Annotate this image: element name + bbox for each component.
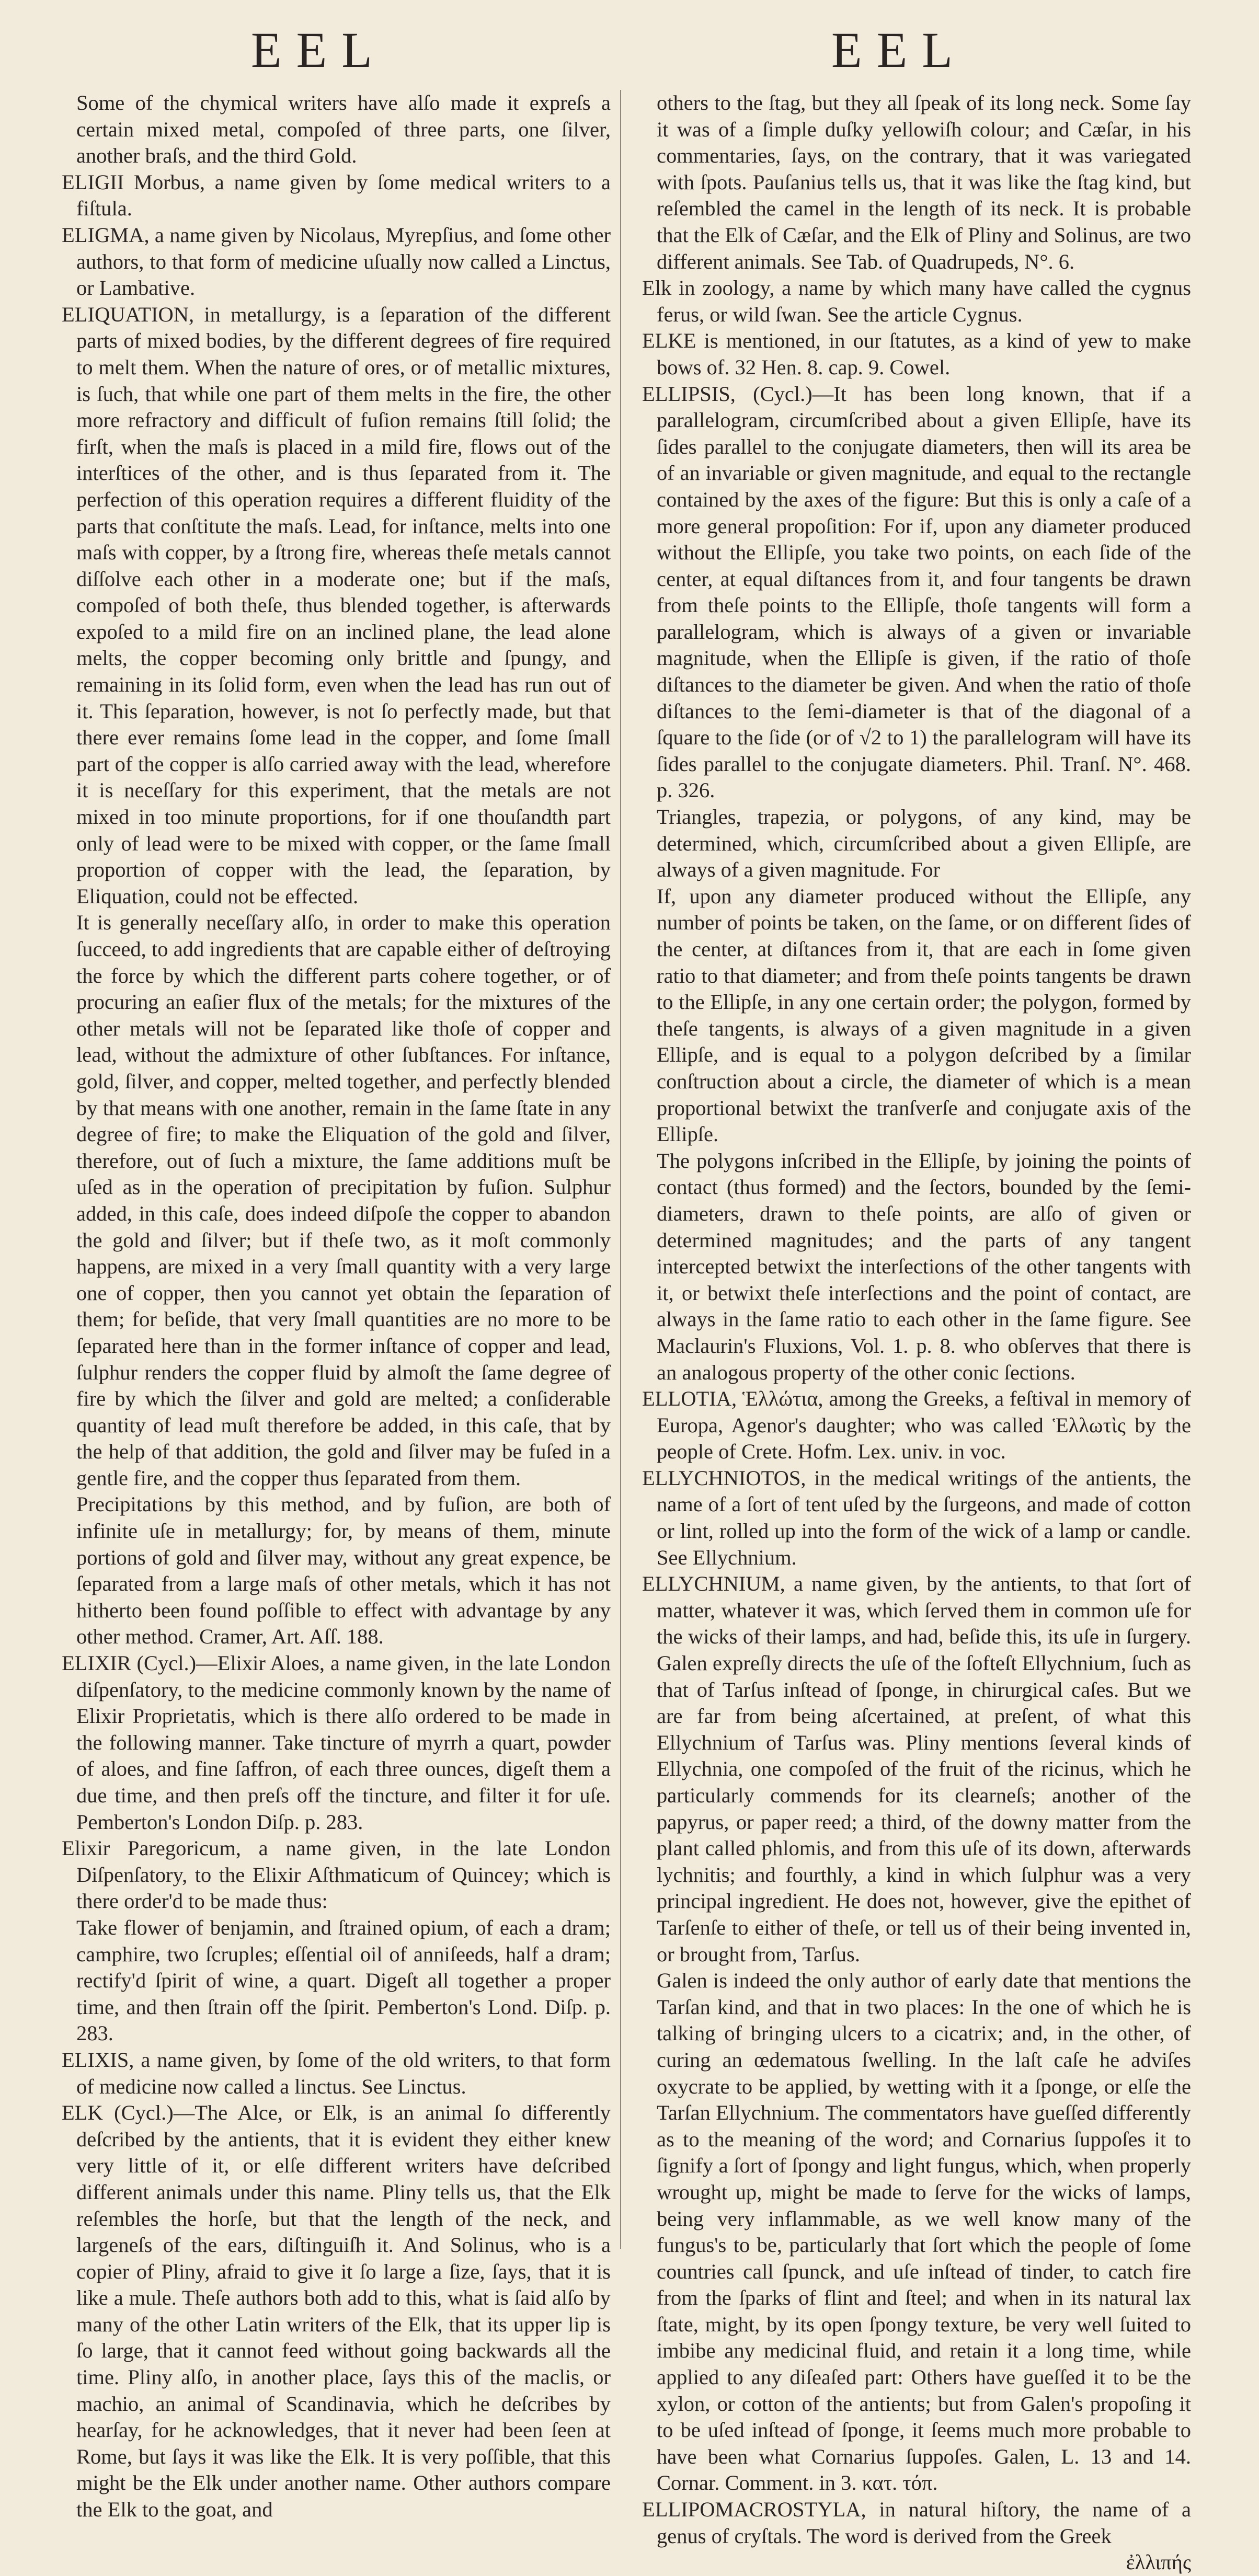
column-paragraph: ELIGMA, a name given by Nicolaus, Myrepſius, and ſome other authors, to that form of medicine uſually now called a Linctus, or Lambative. (62, 223, 611, 300)
column-paragraph: ELIXIR (Cycl.)—Elixir Aloes, a name given, in the late London diſpenſatory, to the medicine commonly known by the name of Elixir Proprietatis, which is there alſo ordered to be made in the following manner. Take tincture of myrrh a quart, powder of aloes, and fine ſaffron, of each three ounces, digeſt them a due time, and then preſs off the tincture, and filter it for uſe. Pemberton's London Diſp. p. 283. (62, 1651, 611, 1834)
column-paragraph: Precipitations by this method, and by fuſion, are both of infinite uſe in metallurgy; for, by means of them, minute portions of gold and ſilver may, without any great expence, be ſeparated from a large maſs of other metals, which it has not hitherto been found poſſible to effect with advantage by any other method. Cramer, Art. Aſſ. 188. (76, 1492, 611, 1649)
column-paragraph: ELLIPOMACROSTYLA, in natural hiſtory, the name of a genus of cryſtals. The word is derived from the Greek (642, 2498, 1191, 2548)
column-paragraph: It is generally neceſſary alſo, in order to make this operation ſucceed, to add ingredients that are capable either of deſtroying the force by which the different parts cohere together, or of procuring an eaſier flux of the metals; for the mixtures of the other metals will not be ſeparated like thoſe of copper and lead, without the admixture of other ſubſtances. For inſtance, gold, ſilver, and copper, melted together, and perfectly blended by that means with one another, remain in the ſame ſtate in any degree of fire; to make the Eliquation of the gold and ſilver, therefore, out of ſuch a mixture, the ſame additions muſt be uſed as in the operation of precipitation by fuſion. Sulphur added, in this caſe, does indeed diſpoſe the copper to abandon the gold and ſilver; but if theſe two, as it moſt commonly happens, are mixed in a very ſmall quantity with a very large one of copper, then you cannot yet obtain the ſeparation of them; for beſide, that very ſmall quantities are no more to be ſeparated here than in the former inſtance of copper and lead, ſulphur renders the copper fluid by almoſt the ſame degree of fire by which the ſilver and gold are melted; a conſiderable quantity of lead muſt therefore be added, in this caſe, that by the help of that addition, the gold and ſilver may be fuſed in a gentle fire, and the copper thus ſeparated from them. (76, 911, 611, 1490)
column-paragraph: The polygons inſcribed in the Ellipſe, by joining the points of contact (thus formed) and the ſectors, bounded by the ſemi-diameters, drawn to theſe points, are alſo of given or determined magnitudes; and the parts of any tangent intercepted betwixt the interſections of the other tangents with it, or betwixt theſe interſections and the point of contact, are always in the ſame ratio to each other in the ſame figure. See Maclaurin's Fluxions, Vol. 1. p. 8. who obſerves that there is an analogous property of the other conic ſections. (657, 1148, 1191, 1384)
column-paragraph: ELLYCHNIUM, a name given, by the antients, to that ſort of matter, whatever it was, which ſerved them in common uſe for the wicks of their lamps, and had, beſide this, its uſe in ſurgery. Galen expreſly directs the uſe of the ſofteſt Ellychnium, ſuch as that of Tarſus inſtead of ſponge, in chirurgical caſes. But we are far from being aſcertained, at preſent, of what this Ellychnium of Tarſus was. Pliny mentions ſeveral kinds of Ellychnia, one compoſed of the fruit of the ricinus, which he particularly commends for its clearneſs; another of the papyrus, or paper reed; a third, of the downy matter from the plant called phlomis, and from this uſe of its down, afterwards lychnitis; and fourthly, a kind in which ſulphur was a very principal ingredient. He does not, however, give the epithet of Tarſenſe to either of theſe, or tell us of their being invented in, or brought from, Tarſus. (642, 1572, 1191, 1966)
column-paragraph: Some of the chymical writers have alſo made it expreſs a certain mixed metal, compoſed of three parts, one ſilver, another braſs, and the third Gold. (76, 91, 611, 168)
column-paragraph: ELLIPSIS, (Cycl.)—It has been long known, that if a parallelogram, circumſcribed about a given Ellipſe, have its ſides parallel to the conjugate diameters, then will its area be of an invariable or given magnitude, and equal to the rectangle contained by the axes of the figure: But this is only a caſe of a more general propoſition: For if, upon any diameter produced without the Ellipſe, you take two points, on each ſide of the center, at equal diſtances from it, and four tangents be drawn from theſe points to the Ellipſe, thoſe tangents will form a parallelogram, which is always of a given or invariable magnitude, when the Ellipſe is given, if the ratio of thoſe diſtances to the diameter be given. And when the ratio of thoſe diſtances to the ſemi-diameter is that of the diagonal of a ſquare to the ſide (or of √2 to 1) the parallelogram will have its ſides parallel to the conjugate diameters. Phil. Tranſ. N°. 468. p. 326. (642, 382, 1191, 802)
column-paragraph: Elixir Paregoricum, a name given, in the late London Diſpenſatory, to the Elixir Aſthmaticum of Quincey; which is there order'd to be made thus: (62, 1836, 611, 1913)
column-paragraph: ELKE is mentioned, in our ſtatutes, as a kind of yew to make bows of. 32 Hen. 8. cap. 9. Cowel. (642, 329, 1191, 379)
column-paragraph: Triangles, trapezia, or polygons, of any kind, may be determined, which, circumſcribed about a given Ellipſe, are always of a given magnitude. For (657, 805, 1191, 882)
column-paragraph: Take flower of benjamin, and ſtrained opium, of each a dram; camphire, two ſcruples; eſſential oil of anniſeeds, half a dram; rectify'd ſpirit of wine, a quart. Digeſt all together a proper time, and then ſtrain off the ſpirit. Pemberton's Lond. Diſp. p. 283. (76, 1915, 611, 2045)
column-paragraph: Galen is indeed the only author of early date that mentions the Tarſan kind, and that in two places: In the one of which he is talking of bringing ulcers to a cicatrix; and, in the other, of curing an œdematous ſwelling. In the laſt caſe he adviſes oxycrate to be applied, by wetting with it a ſponge, or elſe the Tarſan Ellychnium. The commentators have gueſſed differently as to the meaning of the word; and Cornarius ſuppoſes it to ſignify a ſort of ſpongy and light fungus, which, when properly wrought up, might be made to ſerve for the wicks of lamps, being very inflammable, as we well know many of the fungus's to be, particularly that ſort which the people of ſome countries call ſpunck, and uſe inſtead of tinder, to catch fire from the ſparks of flint and ſteel; and when in its natural lax ſtate, might, by its open ſpongy texture, be very well ſuited to imbibe any medicinal fluid, and retain it a long time, while applied to any diſeaſed part: Others have gueſſed it to be the xylon, or cotton of the antients; but from Galen's propoſing it to be uſed inſtead of ſponge, it ſeems much more probable to have been what Cornarius ſuppoſes. Galen, L. 13 and 14. Cornar. Comment. in 3. κατ. τόπ. (657, 1969, 1191, 2495)
running-head-left: EEL (251, 22, 387, 78)
column-paragraph: ELIGII Morbus, a name given by ſome medical writers to a fiſtula. (62, 170, 611, 221)
column-paragraph: ELLYCHNIOTOS, in the medical writings of the antients, the name of a ſort of tent uſed by the ſurgeons, and made of cotton or lint, rolled up into the form of the wick of a lamp or candle. See Ellychnium. (642, 1466, 1191, 1569)
column-paragraph: ELIQUATION, in metallurgy, is a ſeparation of the different parts of mixed bodies, by the different degrees of fire required to melt them. When the nature of ores, or of metallic mixtures, is ſuch, that while one part of them melts in the fire, the other more refractory and difficult of fuſion remains ſtill ſolid; the firſt, when the maſs is placed in a mild fire, flows out of the interſtices of the other, and is thus ſeparated from it. The perfection of this operation requires a different fluidity of the parts that conſtitute the maſs. Lead, for inſtance, melts into one maſs with copper, by a ſtrong fire, whereas theſe metals cannot diſſolve each other in a moderate one; but if the maſs, compoſed of both theſe, thus blended together, is afterwards expoſed to a mild fire on an inclined plane, the lead alone melts, the copper becoming only brittle and ſpungy, and remaining in its ſolid form, even when the lead has run out of it. This ſeparation, however, is not ſo perfectly made, but that there ever remains ſome lead in the copper, and ſome ſmall part of the copper is alſo carried away with the lead, wherefore it is neceſſary for this experiment, that the metals are not mixed in too minute proportions, for if one thouſandth part only of lead were to be mixed with copper, or the ſame ſmall proportion of copper with the lead, the ſeparation, by Eliquation, could not be effected. (62, 302, 611, 908)
catchword: ἐλλιπής (1126, 2550, 1191, 2574)
right-column (642, 90, 1191, 2576)
running-head-right: EEL (831, 22, 967, 78)
column-rule (620, 90, 621, 2249)
column-paragraph: others to the ſtag, but they all ſpeak of its long neck. Some ſay it was of a ſimple duſky yellowiſh colour; and Cæſar, in his commentaries, ſays, on the contrary, that it was variegated with ſpots. Pauſanius tells us, that it was like the ſtag kind, but reſembled the camel in the length of its neck. It is probable that the Elk of Cæſar, and the Elk of Pliny and Solinus, are two different animals. See Tab. of Quadrupeds, N°. 6. (657, 91, 1191, 273)
column-paragraph: If, upon any diameter produced without the Ellipſe, any number of points be taken, on the ſame, or on different ſides of the center, at diſtances from it, that are each in ſome given ratio to that diameter; and from theſe points tangents be drawn to the Ellipſe, in any one certain order; the polygon, formed by theſe tangents, is always of a given magnitude in a given Ellipſe, and is equal to a polygon deſcribed by a ſimilar conſtruction about a circle, the diameter of which is a mean proportional betwixt the tranſverſe and conjugate axis of the Ellipſe. (657, 884, 1191, 1146)
left-column (62, 90, 611, 2523)
column-paragraph: Elk in zoology, a name by which many have called the cygnus ferus, or wild ſwan. See the article Cygnus. (642, 276, 1191, 326)
column-paragraph: ELK (Cycl.)—The Alce, or Elk, is an animal ſo differently deſcribed by the antients, that it is evident they either knew very little of it, or elſe different writers have deſcribed different animals under this name. Pliny tells us, that the Elk reſembles the horſe, but that the length of the neck, and largeneſs of the ears, diſtinguiſh it. And Solinus, who is a copier of Pliny, afraid to give it ſo large a ſize, ſays, that it is like a mule. Theſe authors both add to this, what is ſaid alſo by many of the other Latin writers of the Elk, that its upper lip is ſo large, that it cannot feed without going backwards all the time. Pliny alſo, in another place, ſays this of the maclis, or machio, an animal of Scandinavia, which he deſcribes by hearſay, for he acknowledges, that it never had been ſeen at Rome, but ſays it was like the Elk. It is very poſſible, that this might be the Elk under another name. Other authors compare the Elk to the goat, and (62, 2101, 611, 2522)
column-paragraph: ELIXIS, a name given, by ſome of the old writers, to that form of medicine now called a linctus. See Linctus. (62, 2048, 611, 2098)
column-paragraph: ELLOTIA, Ἑλλώτια, among the Greeks, a feſtival in memory of Europa, Agenor's daughter; who was called Ἑλλωτὶς by the people of Crete. Hofm. Lex. univ. in voc. (642, 1387, 1191, 1464)
